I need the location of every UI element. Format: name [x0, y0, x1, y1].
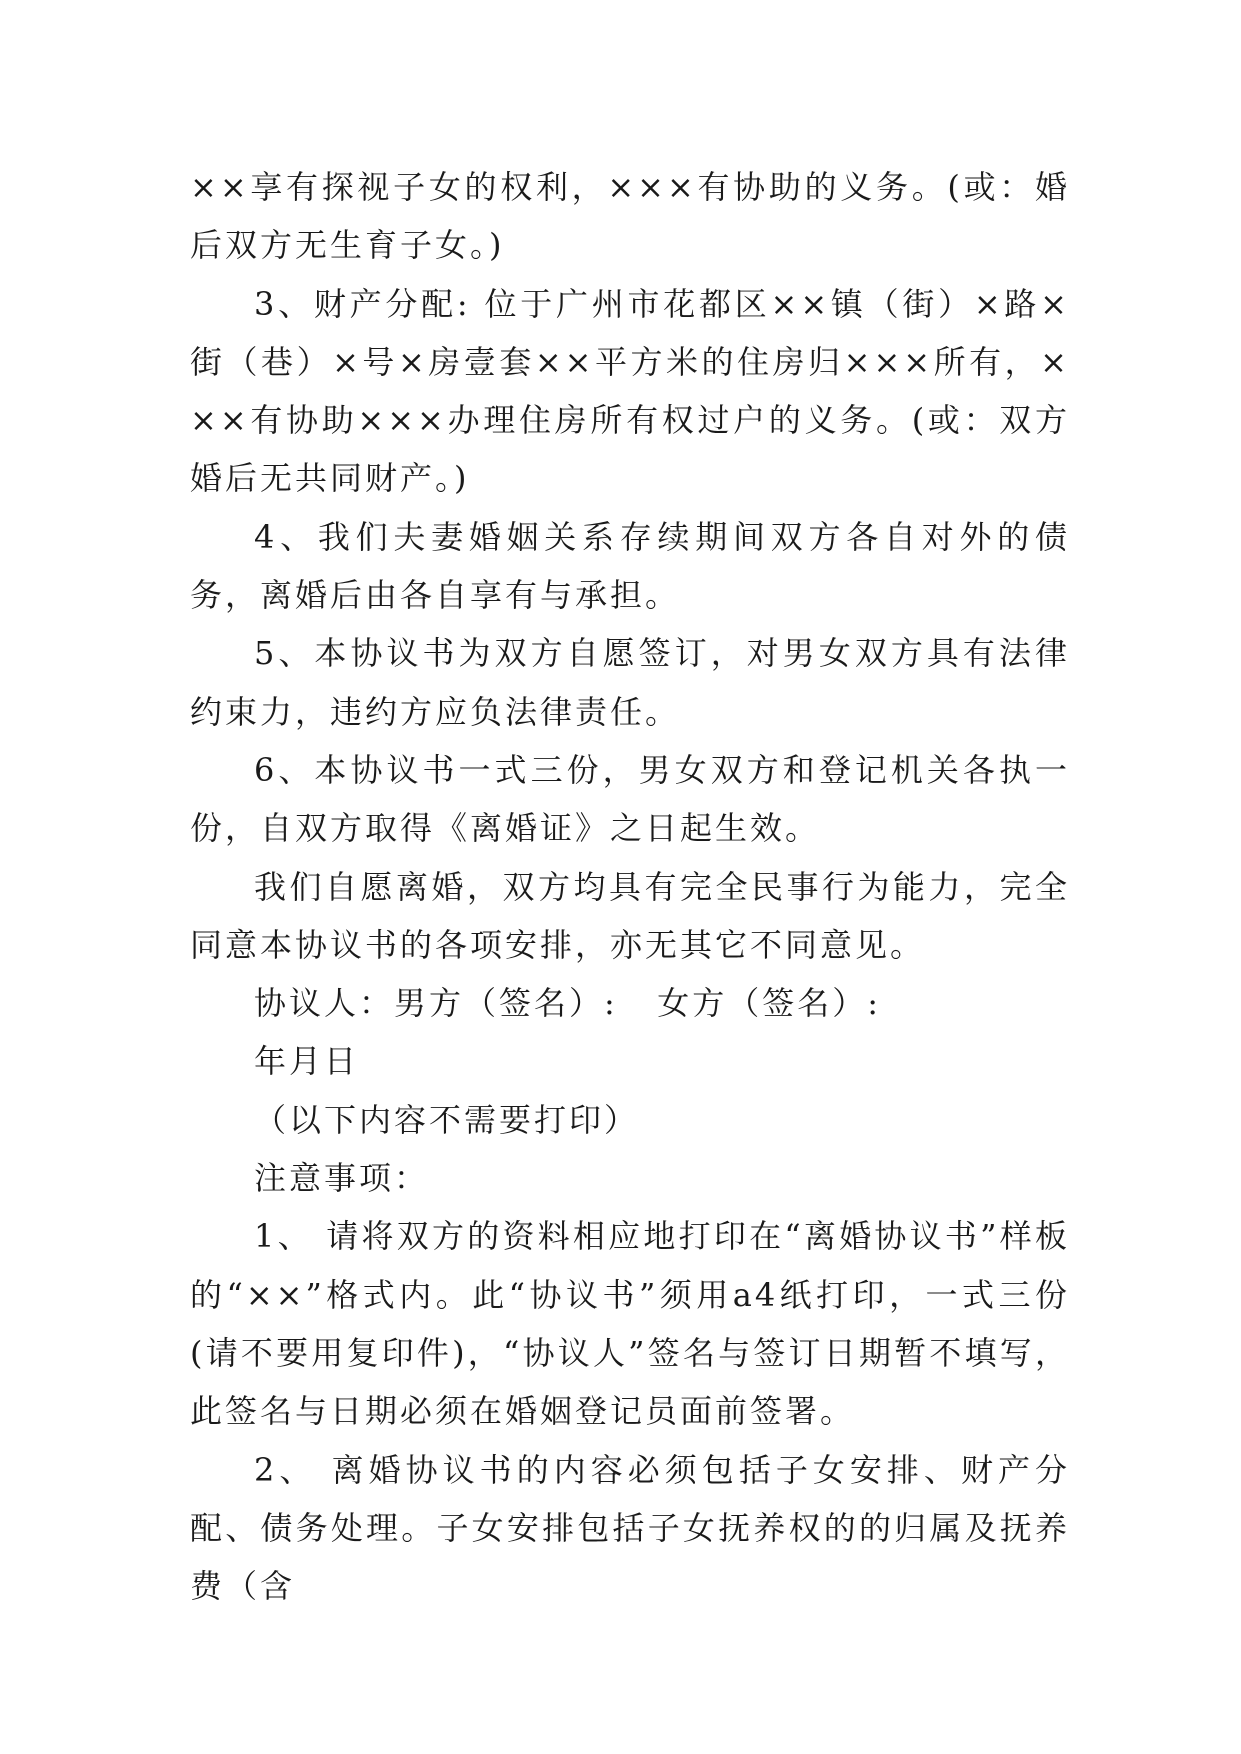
paragraph-voluntary-statement: 我们自愿离婚，双方均具有完全民事行为能力，完全同意本协议书的各项安排，亦无其它不同意见。 — [190, 867, 1070, 964]
paragraph-debts: 4、我们夫妻婚姻关系存续期间双方各自对外的债务，离婚后由各自享有与承担。 — [190, 517, 1070, 615]
date-line: 年月日 — [254, 1042, 360, 1081]
note-item-1: 1、 请将双方的资料相应地打印在“离婚协议书”样板的“××”格式内。此“协议书”须用a4纸打印，一式三份(请不要用复印件)，“协议人”签名与签订日期暂不填写，此签名与日期必须在婚姻登记员面前签署。 — [190, 1217, 1070, 1431]
paragraph-visitation: ××享有探视子女的权利，×××有协助的义务。(或：婚后双方无生育子女。) — [190, 168, 1070, 265]
paragraph-property-division: 3、财产分配: 位于广州市花都区××镇（街）×路×街（巷）×号×房壹套××平方米的住房归×××所有，×××有协助×××办理住房所有权过户的义务。(或：双方婚后无共同财产。) — [190, 284, 1070, 498]
document-body — [190, 158, 1070, 1615]
note-item-2: 2、 离婚协议书的内容必须包括子女安排、财产分配、债务处理。子女安排包括子女抚养权的的归属及抚养费（含 — [190, 1450, 1070, 1606]
signature-line: 协议人：男方（签名）: 女方（签名）: — [254, 984, 882, 1023]
paragraph-copies: 6、本协议书一式三份，男女双方和登记机关各执一份，自双方取得《离婚证》之日起生效。 — [190, 750, 1070, 848]
no-print-note: （以下内容不需要打印） — [254, 1100, 640, 1139]
notes-heading: 注意事项： — [254, 1159, 430, 1198]
paragraph-binding-force: 5、本协议书为双方自愿签订，对男女双方具有法律约束力，违约方应负法律责任。 — [190, 634, 1070, 731]
